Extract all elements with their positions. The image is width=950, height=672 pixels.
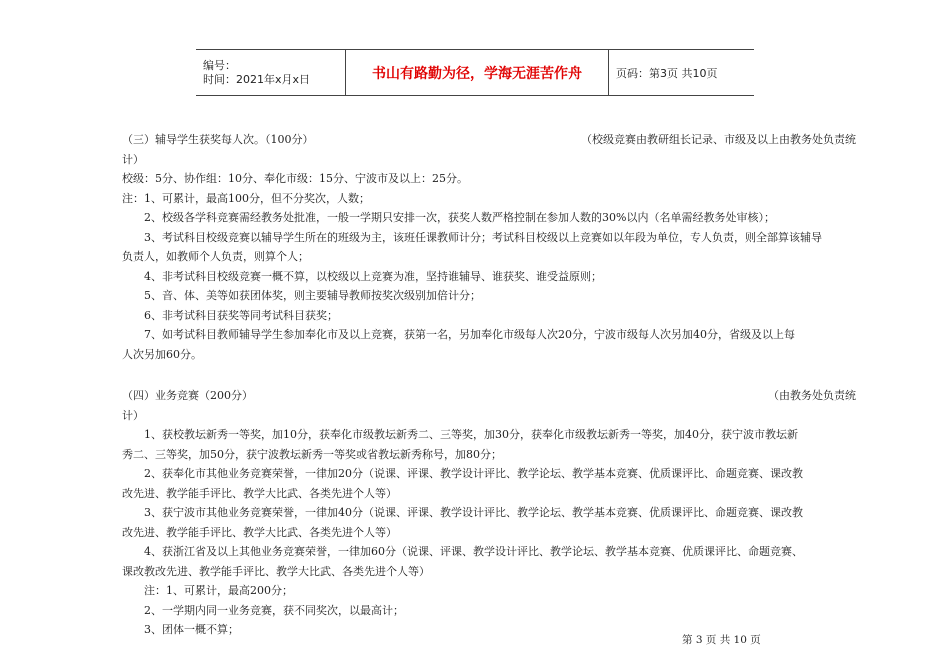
section4-item: 3、获宁波市其他业务竞赛荣誉，一律加40分（说课、评课、教学设计评比、教学论坛、教学基本竞赛、优质课评比、命题竞赛、课改教 (144, 506, 803, 519)
header-motto: 书山有路勤为径，学海无涯苦作舟 (346, 50, 609, 96)
section4-responsibility: （由教务处负责统 (768, 389, 856, 402)
section4-heading: （四）业务竞赛（200分） (122, 389, 253, 402)
page-footer: 第 3 页 共 10 页 (682, 634, 761, 646)
section4-item: 秀二、三等奖，加50分，获宁波教坛新秀一等奖或省教坛新秀称号，加80分； (122, 447, 502, 461)
section3-heading-row (122, 130, 856, 150)
section3-note: 人次另加60分。 (122, 347, 202, 361)
section3-note: 3、考试科目校级竞赛以辅导学生所在的班级为主，该班任课教师计分；考试科目校级以上竞赛如以年段为单位，专人负责，则全部算该辅导 (144, 230, 822, 244)
section3-note: 4、非考试科目校级竞赛一概不算，以校级以上竞赛为准，坚持谁辅导、谁获奖、谁受益原则； (144, 269, 602, 283)
section4-item: 改先进、教学能手评比、教学大比武、各类先进个人等） (122, 525, 397, 539)
section4-item: 改先进、教学能手评比、教学大比武、各类先进个人等） (122, 486, 397, 500)
section4-item: 2、获奉化市其他业务竞赛荣誉，一律加20分（说课、评课、教学设计评比、教学论坛、教学基本竞赛、优质课评比、命题竞赛、课改教 (144, 467, 803, 480)
section3-responsibility: （校级竞赛由教研组长记录、市级及以上由教务处负责统 (581, 133, 856, 146)
section3-responsibility-cont: 计） (122, 152, 144, 166)
header-meta (196, 50, 346, 96)
section3-note: 负责人，如教师个人负责，则算个人； (122, 250, 309, 263)
section3-note: 2、校级各学科竞赛需经教务处批准，一般一学期只安排一次，获奖人数严格控制在参加人数的30%以内（名单需经教务处审核）； (144, 211, 775, 224)
section4-note: 3、团体一概不算； (144, 623, 239, 636)
time-label: 时间：2021年x月x日 (203, 72, 311, 86)
section4-item: 课改教改先进、教学能手评比、教学大比武、各类先进个人等） (122, 564, 430, 578)
section3-heading: （三）辅导学生获奖每人次。（100分） (122, 133, 314, 146)
section3-levels: 校级：5分、协作组：10分、奉化市级：15分、宁波市及以上：25分。 (122, 172, 468, 185)
section4-heading-row (122, 386, 856, 406)
section4-item: 4、获浙江省及以上其他业务竞赛荣誉，一律加60分（说课、评课、教学设计评比、教学论坛、教学基本竞赛、优质课评比、命题竞赛、 (144, 545, 803, 558)
document-body (122, 130, 856, 640)
section3-note: 6、非考试科目获奖等同考试科目获奖； (144, 308, 338, 322)
number-label: 编号： (203, 58, 236, 72)
section4-item: 1、获校教坛新秀一等奖，加10分，获奉化市级教坛新秀二、三等奖，加30分，获奉化市级教坛新秀一等奖，加40分，获宁波市教坛新 (144, 428, 798, 441)
section3-note: 5、音、体、美等如获团体奖，则主要辅导教师按奖次级别加倍计分； (144, 289, 481, 302)
section3-note: 注：1、可累计，最高100分，但不分奖次，人数； (122, 191, 370, 205)
section4-responsibility-cont: 计） (122, 408, 144, 422)
page-header (196, 49, 754, 96)
section4-note: 注：1、可累计，最高200分； (144, 584, 293, 597)
section4-note: 2、一学期内同一业务竞赛，获不同奖次，以最高计； (144, 603, 404, 617)
header-page-label: 页码：第3页 共10页 (616, 66, 718, 80)
section3-note: 7、如考试科目教师辅导学生参加奉化市及以上竞赛，获第一名，另加奉化市级每人次20分，宁波市级每人次另加40分，省级及以上每 (144, 328, 795, 341)
